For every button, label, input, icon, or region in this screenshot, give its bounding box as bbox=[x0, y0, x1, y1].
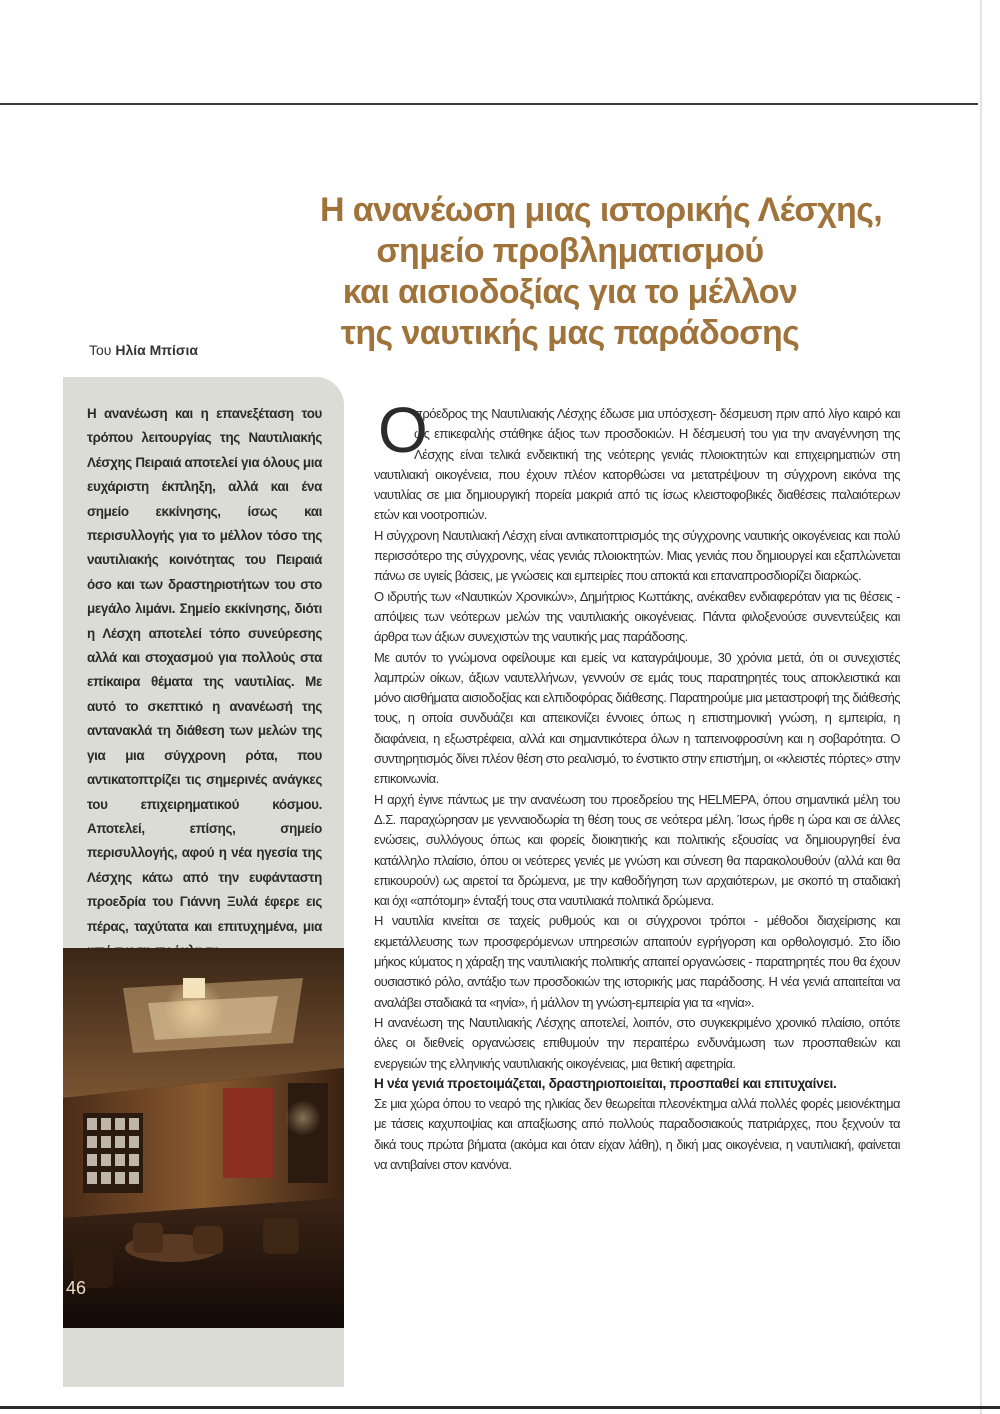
drop-cap: Ο bbox=[378, 394, 428, 466]
body-paragraph: Η ανανέωση της Ναυτιλιακής Λέσχης αποτελεί, λοιπόν, στο συγκεκριμένο χρονικό πλαίσιο, οπότε όλες οι διεθνείς οργανώσεις επιθυμούν την περαιτέρω ενδυνάμωση των προσπαθειών και ενεργειών της ελληνικής ναυτιλιακής οικογένειας, μια θετική αφετηρία. bbox=[374, 1014, 900, 1071]
headline-line: Η ανανέωση μιας ιστορικής Λέσχης, bbox=[320, 191, 883, 229]
intro-text: Η ανανέωση και η επανεξέταση του τρόπου λειτουργίας της Ναυτιλιακής Λέσχης Πειραιά αποτελεί για όλους μια ευχάριστη έκπληξη, αλλά και ένα σημείο εκκίνησης, ίσως και περισυλλογής για το μέλλον τόσο της ναυτιλιακής κοινότητας του Πειραιά όσο και των δραστηριοτήτων του στο μεγάλο λιμάνι. Σημείο εκκίνησης, διότι η Λέσχη αποτελεί τόπο συνεύρεσης αλλά και στοχασμού για πολλούς στα επίκαιρα θέματα της ναυτιλίας. Με αυτό το σκεπτικό η ανανέωσή της αντανακλά τη διάθεση των μελών της για μια σύγχρονη ρότα, που αντικατοπτρίζει τις σημερινές ανάγκες του επιχειρηματικού κόσμου. Αποτελεί, επίσης, σημείο περισυλλογής, αφού η νέα ηγεσία της Λέσχης κάτω από την ευφάνταστη προεδρία του Γιάννη Ξυλά έφερε εις πέρας, ταχύτατα και επιτυχημένα, μια bbox=[87, 406, 322, 934]
bottom-rule bbox=[0, 1406, 1000, 1409]
headline-line: της ναυτικής μας παράδοσης bbox=[340, 314, 800, 352]
lounge-photo bbox=[63, 948, 344, 1328]
body-paragraph: πρόεδρος της Ναυτιλιακής Λέσχης έδωσε μια υπόσχεση- δέσμευση πριν από λίγο καιρό και ως επικεφαλής στάθηκε άξιος των προσδοκιών. Η δέσμευσή του για την αναγέννηση της Λέσχης είναι τελικά ενδεικτική της νεότερης γενιάς πλοιοκτητών και επιχειρηματιών στη ναυτιλιακή οικογένεια, που έχουν πλέον κατορθώσει να μετατρέψουν τη σύγχρονη εικόνα της ναυτιλίας σε μια δημιουργική πορεία μακριά από τις ίσως κλειστοφοβικές διαθέσεις παλαιότερων ετών και νοοτροπιών. bbox=[374, 406, 900, 523]
body-paragraph: Με αυτόν το γνώμονα οφείλουμε και εμείς να καταγράψουμε, 30 χρόνια μετά, ότι οι συνεχιστές λαμπρών οίκων, άξιων ναυτελλήνων, γεννούν σε εμάς τους παρατηρητές τους αποκλειστικά και μόνο αισθήματα αισιοδοξίας και ελπιδοφόρας διάθεσης. Παρατηρούμε μια μεταστροφή της διάθεσής τους, η οποία συνδυάζει και απεικονίζει έννοιες όπως η επιστημονική γνώση, η εμπειρία, η διαφάνεια, η εξωστρέφεια, αλλά και σημαντικότερα όλων η ταπεινοφροσύνη και η σοβαρότητα. Ο συντηρητισμός δίνει πλέον θέση στο ρεαλισμό, το ένστικτο στην επιστήμη, οι «κλειστές πόρτες» στην επικοινωνία. bbox=[374, 649, 900, 787]
scan-edge bbox=[980, 0, 982, 1414]
byline bbox=[89, 342, 198, 358]
article-headline bbox=[320, 190, 883, 354]
highlight-sentence: Η νέα γενιά προετοιμάζεται, δραστηριοποιείται, προσπαθεί και επιτυχαίνει. bbox=[374, 1075, 837, 1091]
body-paragraph: Ο ιδρυτής των «Ναυτικών Χρονικών», Δημήτριος Κωττάκης, ανέκαθεν ενδιαφερόταν για τις θέσεις - απόψεις των νεότερων μελών της ναυτιλιακής οικογένειας. Πάντα φιλοξενούσε συνεντεύξεις και άρθρα των άξιων συνεχιστών της ναυτικής μας παράδοσης. bbox=[374, 588, 900, 645]
page-number: 46 bbox=[66, 1278, 87, 1298]
author-name: Ηλία Μπίσια bbox=[115, 342, 198, 358]
body-paragraph: Η ναυτιλία κινείται σε ταχείς ρυθμούς και οι σύγχρονοι τρόποι - μέθοδοι διαχείρισης και εκμετάλλευσης των προσφερόμενων υπηρεσιών απαιτούν εγρήγορση και ορθολογισμό. Στο ίδιο μήκος κύματος η χάραξη της ναυτιλιακής πολιτικής απαιτεί οργανώσεις - παρατηρητές που θα έχουν ουσιαστικό ρόλο, αντάξιο των προσδοκιών της ιστορικής μας παράδοσης. Η νέα γενιά απαιτείται να αναλάβει σταδιακά τα «ηνία», ή μάλλον τη γνώση-εμπειρία για τα «ηνία». bbox=[374, 913, 900, 1010]
closing-paragraph: Σε μια χώρα όπου το νεαρό της ηλικίας δεν θεωρείται πλεονέκτημα αλλά πολλές φορές μειονέκτημα με τάσεις καχυποψίας και απαξίωσης από πολλούς παραδοσιακούς πατριάρχες, που ξεχνούν τα δικά τους πρώτα βήματα (ακόμα και όταν είχαν λάθη), η δική μας οικογένεια, η ναυτιλιακή, φαίνεται να αντιβαίνει στον κανόνα. bbox=[374, 1096, 900, 1172]
byline-prefix: Του bbox=[89, 342, 112, 358]
body-paragraph: Η αρχή έγινε πάντως με την ανανέωση του προεδρείου της HELMEPA, όπου σημαντικά μέλη του Δ.Σ. παραχώρησαν με γενναιοδωρία τη θέση τους σε νεότερα μέλη. Ίσως ήρθε η ώρα και σε άλλες ενώσεις, συλλόγους όπως και φορείς διοικητικής και πολιτικής εξουσίας να δημιουργηθεί ένα κατάλληλο πλαίσιο, όπου οι νεότερες γενιές με γνώση και σύνεση θα παρακολουθούν (αλλά και θα επικουρούν) ως αιρετοί τα δρώμενα, με την καθοδήγηση των αρχαιότερων, με σκοπό τη σταδιακή και όχι «απότομη» ένταξή τους στα ναυτιλιακά πολιτικά δρώμενα. bbox=[374, 791, 900, 909]
body-paragraph: Η σύγχρονη Ναυτιλιακή Λέσχη είναι αντικατοπτρισμός της σύγχρονης ναυτικής οικογένειας και πολύ περισσότερο της σύγχρονης, νέας γενιάς πλοιοκτητών. Μιας γενιάς που δημιουργεί και εξαπλώνεται πάνω σε υγιείς βάσεις, με γνώσεις και εμπειρίες που αποκτά και επαναπροσδιορίζει διαρκώς. bbox=[374, 527, 900, 584]
headline-line: και αισιοδοξίας για το μέλλον bbox=[342, 273, 798, 311]
top-rule bbox=[0, 103, 978, 105]
article-body bbox=[374, 404, 900, 1175]
headline-line: σημείο προβληματισμού bbox=[376, 232, 764, 270]
